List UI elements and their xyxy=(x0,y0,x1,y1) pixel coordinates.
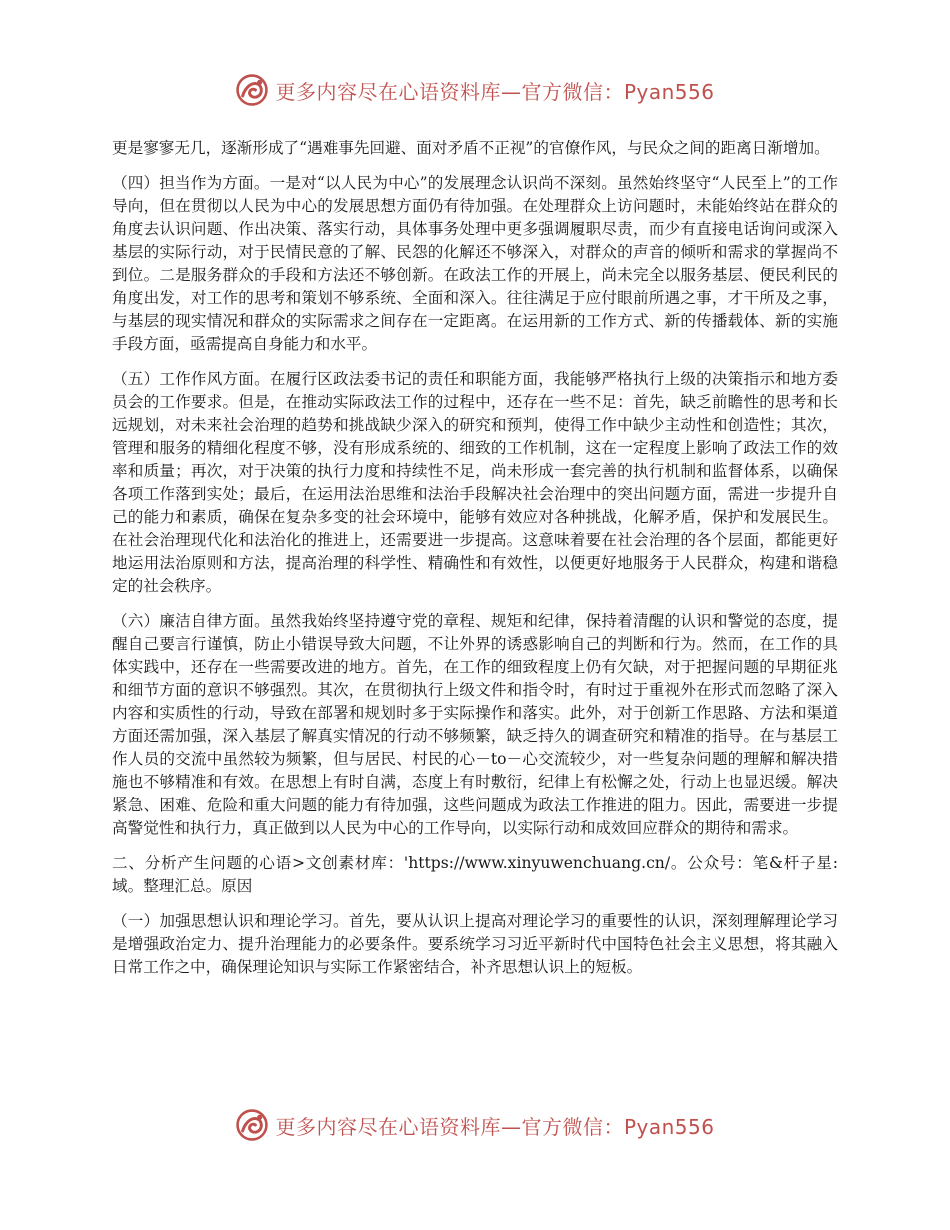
paragraph-continuation: 更是寥寥无几，逐渐形成了“遇难事先回避、面对矛盾不正视”的官僚作风，与民众之间的距离日渐增加。 xyxy=(112,139,830,157)
header-watermark-banner xyxy=(0,70,950,110)
swirl-logo-icon xyxy=(235,73,269,107)
heading-cause-analysis: 二、分析产生问题的心语>文创素材库：'https://www.xinyuwenchuang.cn/。公众号：笔&杆子星:域。整理汇总。原因 xyxy=(112,854,838,895)
header-watermark-text: 更多内容尽在心语资料库—官方微信：Pyan556 xyxy=(275,79,715,104)
footer-watermark-text: 更多内容尽在心语资料库—官方微信：Pyan556 xyxy=(275,1114,715,1139)
paragraph-section-4: （四）担当作为方面。一是对“以人民为中心”的发展理念认识尚不深刻。虽然始终坚守“人民至上”的工作导向，但在贯彻以人民为中心的发展思想方面仍有待加强。在处理群众上访问题时，未能始终站在群众的角度去认识问题、作出决策、落实行动，具体事务处理中更多强调履职尽责，而少有直接电话询问或深入基层的实际行动，对于民情民意的了解、民怨的化解还不够深入，对群众的声音的倾听和需求的掌握尚不到位。二是服务群众的手段和方法还不够创新。在政法工作的开展上，尚未完全以服务基层、便民利民的角度出发，对工作的思考和策划不够系统、全面和深入。往往满足于应付眼前所遇之事，才干所及之事，与基层的现实情况和群众的实际需求之间存在一定距离。在运用新的工作方式、新的传播载体、新的实施手段方面，亟需提高自身能力和水平。 xyxy=(112,174,838,353)
paragraph-section-5: （五）工作作风方面。在履行区政法委书记的责任和职能方面，我能够严格执行上级的决策指示和地方委员会的工作要求。但是，在推动实际政法工作的过程中，还存在一些不足：首先，缺乏前瞻性的思考和长远规划，对未来社会治理的趋势和挑战缺少深入的研究和预判，使得工作中缺少主动性和创造性；其次，管理和服务的精细化程度不够，没有形成系统的、细致的工作机制，这在一定程度上影响了政法工作的效率和质量；再次，对于决策的执行力度和持续性不足，尚未形成一套完善的执行机制和监督体系，以确保各项工作落到实处；最后，在运用法治思维和法治手段解决社会治理中的突出问题方面，需进一步提升自己的能力和素质，确保在复杂多变的社会环境中，能够有效应对各种挑战，化解矛盾，保护和发展民生。在社会治理现代化和法治化的推进上，还需要进一步提高。这意味着要在社会治理的各个层面，都能更好地运用法治原则和方法，提高治理的科学性、精确性和有效性，以便更好地服务于人民群众，构建和谐稳定的社会秩序。 xyxy=(112,370,838,595)
footer-watermark-banner xyxy=(0,1105,950,1145)
paragraph-cause-1: （一）加强思想认识和理论学习。首先，要从认识上提高对理论学习的重要性的认识，深刻理解理论学习是增强政治定力、提升治理能力的必要条件。要系统学习习近平新时代中国特色社会主义思想，将其融入日常工作之中，确保理论知识与实际工作紧密结合，补齐思想认识上的短板。 xyxy=(112,912,838,976)
swirl-logo-icon xyxy=(235,1108,269,1142)
paragraph-section-6: （六）廉洁自律方面。虽然我始终坚持遵守党的章程、规矩和纪律，保持着清醒的认识和警觉的态度，提醒自己要言行谨慎，防止小错误导致大问题，不让外界的诱惑影响自己的判断和行为。然而，在工作的具体实践中，还存在一些需要改进的地方。首先，在工作的细致程度上仍有欠缺，对于把握问题的早期征兆和细节方面的意识不够强烈。其次，在贯彻执行上级文件和指令时，有时过于重视外在形式而忽略了深入内容和实质性的行动，导致在部署和规划时多于实际操作和落实。此外，对于创新工作思路、方法和渠道方面还需加强，深入基层了解真实情况的行动不够频繁，缺乏持久的调查研究和精准的指导。在与基层工作人员的交流中虽然较为频繁，但与居民、村民的心－to－心交流较少，对一些复杂问题的理解和解决措施也不够精准和有效。在思想上有时自满，态度上有时敷衍，纪律上有松懈之处，行动上也显迟缓。解决紧急、困难、危险和重大问题的能力有待加强，这些问题成为政法工作推进的阻力。因此，需要进一步提高警觉性和执行力，真正做到以人民为中心的工作导向，以实际行动和成效回应群众的期待和需求。 xyxy=(112,612,838,837)
document-body xyxy=(112,137,838,991)
